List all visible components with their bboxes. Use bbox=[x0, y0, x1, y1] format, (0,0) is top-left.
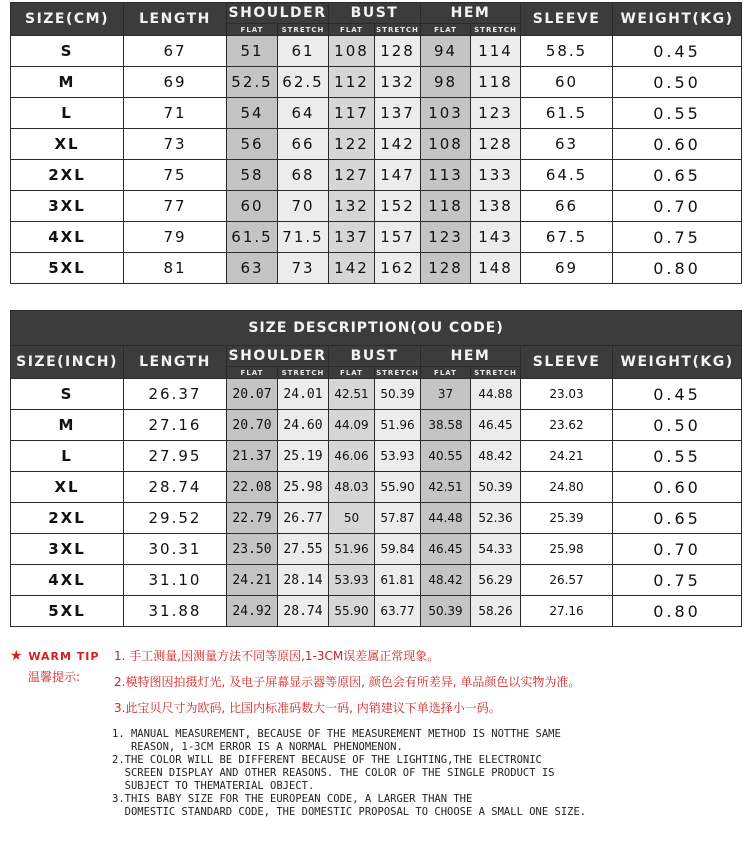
table-row bbox=[11, 472, 742, 503]
bust-flat-cell: 112 bbox=[329, 67, 375, 98]
hem-stretch-cell: 128 bbox=[471, 129, 521, 160]
hem-flat-cell: 108 bbox=[421, 129, 471, 160]
bust-flat-cell: 44.09 bbox=[329, 410, 375, 441]
bust-stretch-cell: 147 bbox=[375, 160, 421, 191]
subheader-flat: FLAT bbox=[421, 367, 471, 379]
bust-stretch-cell: 132 bbox=[375, 67, 421, 98]
bust-flat-cell: 122 bbox=[329, 129, 375, 160]
hem-flat-cell: 98 bbox=[421, 67, 471, 98]
hem-stretch-cell: 54.33 bbox=[471, 534, 521, 565]
size-cell: 2XL bbox=[11, 160, 124, 191]
shoulder-flat-cell: 61.5 bbox=[227, 222, 278, 253]
bust-stretch-cell: 51.96 bbox=[375, 410, 421, 441]
en-tip-item: 2.THE COLOR WILL BE DIFFERENT BECAUSE OF THE LIGHTING,THE ELECTRONIC SCREEN DISPLAY AND OTHER REASONS. THE COLOR OF THE SINGLE PRODUCT IS SUBJECT TO THEMATERIAL OBJECT. bbox=[112, 754, 555, 792]
length-cell: 71 bbox=[124, 98, 227, 129]
bust-stretch-cell: 137 bbox=[375, 98, 421, 129]
table-row bbox=[11, 379, 742, 410]
table-row bbox=[11, 410, 742, 441]
length-cell: 28.74 bbox=[124, 472, 227, 503]
shoulder-stretch-cell: 25.98 bbox=[278, 472, 329, 503]
shoulder-flat-cell: 24.92 bbox=[227, 596, 278, 627]
hem-stretch-cell: 123 bbox=[471, 98, 521, 129]
cn-tip-item: 1. 手工测量,因测量方法不同等原因,1-3CM误差属正常现象。 bbox=[114, 649, 440, 663]
hem-stretch-cell: 52.36 bbox=[471, 503, 521, 534]
hem-stretch-cell: 58.26 bbox=[471, 596, 521, 627]
weight-cell: 0.75 bbox=[613, 565, 742, 596]
header-size: SIZE(CM) bbox=[11, 3, 124, 36]
weight-cell: 0.50 bbox=[613, 67, 742, 98]
size-cell: XL bbox=[11, 472, 124, 503]
shoulder-stretch-cell: 71.5 bbox=[278, 222, 329, 253]
bust-flat-cell: 53.93 bbox=[329, 565, 375, 596]
bust-stretch-cell: 63.77 bbox=[375, 596, 421, 627]
sleeve-cell: 63 bbox=[521, 129, 613, 160]
shoulder-stretch-cell: 27.55 bbox=[278, 534, 329, 565]
hem-stretch-cell: 148 bbox=[471, 253, 521, 284]
sleeve-cell: 58.5 bbox=[521, 36, 613, 67]
size-table-inch bbox=[10, 310, 742, 627]
table-row bbox=[11, 596, 742, 627]
shoulder-stretch-cell: 25.19 bbox=[278, 441, 329, 472]
length-cell: 67 bbox=[124, 36, 227, 67]
bust-stretch-cell: 162 bbox=[375, 253, 421, 284]
shoulder-stretch-cell: 68 bbox=[278, 160, 329, 191]
shoulder-flat-cell: 24.21 bbox=[227, 565, 278, 596]
en-tip-item: 1. MANUAL MEASUREMENT, BECAUSE OF THE MEASUREMENT METHOD IS NOTTHE SAME REASON, 1-3CM ERROR IS A NORMAL PHENOMENON. bbox=[112, 728, 561, 753]
table-row bbox=[11, 36, 742, 67]
shoulder-flat-cell: 20.70 bbox=[227, 410, 278, 441]
hem-stretch-cell: 56.29 bbox=[471, 565, 521, 596]
shoulder-stretch-cell: 24.01 bbox=[278, 379, 329, 410]
sleeve-cell: 23.62 bbox=[521, 410, 613, 441]
subheader-flat: FLAT bbox=[421, 24, 471, 36]
size-description-title: SIZE DESCRIPTION(OU CODE) bbox=[11, 311, 742, 346]
hem-flat-cell: 42.51 bbox=[421, 472, 471, 503]
shoulder-stretch-cell: 28.14 bbox=[278, 565, 329, 596]
subheader-flat: FLAT bbox=[329, 24, 375, 36]
subheader-flat: FLAT bbox=[329, 367, 375, 379]
star-icon: ★ bbox=[10, 648, 24, 664]
length-cell: 26.37 bbox=[124, 379, 227, 410]
header-weight: WEIGHT(KG) bbox=[613, 3, 742, 36]
bust-flat-cell: 117 bbox=[329, 98, 375, 129]
subheader-stretch: STRETCH bbox=[471, 367, 521, 379]
cn-tips-list bbox=[114, 648, 580, 726]
shoulder-stretch-cell: 66 bbox=[278, 129, 329, 160]
length-cell: 27.16 bbox=[124, 410, 227, 441]
bust-stretch-cell: 59.84 bbox=[375, 534, 421, 565]
hem-flat-cell: 40.55 bbox=[421, 441, 471, 472]
length-cell: 81 bbox=[124, 253, 227, 284]
cn-tip-item: 3.此宝贝尺寸为欧码, 比国内标准码数大一码, 内销建议下单选择小一码。 bbox=[114, 701, 501, 715]
bust-flat-cell: 50 bbox=[329, 503, 375, 534]
bust-flat-cell: 132 bbox=[329, 191, 375, 222]
header-hem: HEM bbox=[421, 3, 521, 24]
hem-stretch-cell: 46.45 bbox=[471, 410, 521, 441]
sleeve-cell: 64.5 bbox=[521, 160, 613, 191]
length-cell: 77 bbox=[124, 191, 227, 222]
length-cell: 75 bbox=[124, 160, 227, 191]
sleeve-cell: 25.98 bbox=[521, 534, 613, 565]
hem-flat-cell: 128 bbox=[421, 253, 471, 284]
size-cell: 5XL bbox=[11, 596, 124, 627]
shoulder-stretch-cell: 70 bbox=[278, 191, 329, 222]
weight-cell: 0.45 bbox=[613, 379, 742, 410]
sleeve-cell: 24.80 bbox=[521, 472, 613, 503]
bust-flat-cell: 46.06 bbox=[329, 441, 375, 472]
weight-cell: 0.70 bbox=[613, 191, 742, 222]
size-cell: M bbox=[11, 67, 124, 98]
length-cell: 69 bbox=[124, 67, 227, 98]
shoulder-flat-cell: 51 bbox=[227, 36, 278, 67]
size-table-cm bbox=[10, 2, 742, 284]
length-cell: 27.95 bbox=[124, 441, 227, 472]
size-cell: 4XL bbox=[11, 565, 124, 596]
header-shoulder: SHOULDER bbox=[227, 3, 329, 24]
sleeve-cell: 26.57 bbox=[521, 565, 613, 596]
shoulder-flat-cell: 21.37 bbox=[227, 441, 278, 472]
size-cell: 3XL bbox=[11, 534, 124, 565]
table-row bbox=[11, 129, 742, 160]
weight-cell: 0.45 bbox=[613, 36, 742, 67]
shoulder-stretch-cell: 26.77 bbox=[278, 503, 329, 534]
shoulder-stretch-cell: 64 bbox=[278, 98, 329, 129]
warm-tip-label bbox=[10, 648, 99, 664]
table-row bbox=[11, 565, 742, 596]
sleeve-cell: 24.21 bbox=[521, 441, 613, 472]
header-sleeve: SLEEVE bbox=[521, 3, 613, 36]
bust-stretch-cell: 128 bbox=[375, 36, 421, 67]
sleeve-cell: 69 bbox=[521, 253, 613, 284]
bust-flat-cell: 108 bbox=[329, 36, 375, 67]
hem-flat-cell: 118 bbox=[421, 191, 471, 222]
header-bust: BUST bbox=[329, 346, 421, 367]
hem-flat-cell: 113 bbox=[421, 160, 471, 191]
table-row bbox=[11, 67, 742, 98]
length-cell: 29.52 bbox=[124, 503, 227, 534]
bust-stretch-cell: 157 bbox=[375, 222, 421, 253]
shoulder-stretch-cell: 28.74 bbox=[278, 596, 329, 627]
shoulder-stretch-cell: 61 bbox=[278, 36, 329, 67]
length-cell: 31.10 bbox=[124, 565, 227, 596]
sleeve-cell: 23.03 bbox=[521, 379, 613, 410]
hem-stretch-cell: 118 bbox=[471, 67, 521, 98]
size-cell: 2XL bbox=[11, 503, 124, 534]
length-cell: 73 bbox=[124, 129, 227, 160]
bust-stretch-cell: 50.39 bbox=[375, 379, 421, 410]
bust-stretch-cell: 57.87 bbox=[375, 503, 421, 534]
bust-flat-cell: 42.51 bbox=[329, 379, 375, 410]
weight-cell: 0.75 bbox=[613, 222, 742, 253]
length-cell: 31.88 bbox=[124, 596, 227, 627]
hem-stretch-cell: 143 bbox=[471, 222, 521, 253]
header-hem: HEM bbox=[421, 346, 521, 367]
subheader-stretch: STRETCH bbox=[376, 25, 419, 34]
table-row bbox=[11, 534, 742, 565]
shoulder-flat-cell: 63 bbox=[227, 253, 278, 284]
length-cell: 79 bbox=[124, 222, 227, 253]
hem-flat-cell: 103 bbox=[421, 98, 471, 129]
shoulder-stretch-cell: 62.5 bbox=[278, 67, 329, 98]
table-row bbox=[11, 160, 742, 191]
sleeve-cell: 27.16 bbox=[521, 596, 613, 627]
table-row bbox=[11, 191, 742, 222]
subheader-stretch: STRETCH bbox=[278, 367, 329, 379]
header-size: SIZE(INCH) bbox=[11, 346, 124, 379]
weight-cell: 0.60 bbox=[613, 472, 742, 503]
shoulder-flat-cell: 22.08 bbox=[227, 472, 278, 503]
subheader-flat: FLAT bbox=[227, 24, 278, 36]
size-cell: L bbox=[11, 441, 124, 472]
subheader-stretch: STRETCH bbox=[471, 24, 521, 36]
weight-cell: 0.50 bbox=[613, 410, 742, 441]
hem-flat-cell: 48.42 bbox=[421, 565, 471, 596]
hem-stretch-cell: 114 bbox=[471, 36, 521, 67]
hem-flat-cell: 50.39 bbox=[421, 596, 471, 627]
sleeve-cell: 25.39 bbox=[521, 503, 613, 534]
cn-tip-item: 2.模特图因拍摄灯光, 及电子屏幕显示器等原因, 颜色会有所差异, 单品颜色以实物为准。 bbox=[114, 675, 581, 689]
table-row bbox=[11, 98, 742, 129]
bust-flat-cell: 137 bbox=[329, 222, 375, 253]
sleeve-cell: 61.5 bbox=[521, 98, 613, 129]
header-shoulder: SHOULDER bbox=[227, 346, 329, 367]
size-cell: M bbox=[11, 410, 124, 441]
size-cell: 4XL bbox=[11, 222, 124, 253]
size-cell: S bbox=[11, 36, 124, 67]
weight-cell: 0.60 bbox=[613, 129, 742, 160]
size-cell: 5XL bbox=[11, 253, 124, 284]
hem-flat-cell: 38.58 bbox=[421, 410, 471, 441]
bust-flat-cell: 55.90 bbox=[329, 596, 375, 627]
shoulder-flat-cell: 60 bbox=[227, 191, 278, 222]
shoulder-stretch-cell: 24.60 bbox=[278, 410, 329, 441]
header-sleeve: SLEEVE bbox=[521, 346, 613, 379]
hem-stretch-cell: 138 bbox=[471, 191, 521, 222]
table-row bbox=[11, 253, 742, 284]
sleeve-cell: 67.5 bbox=[521, 222, 613, 253]
hem-stretch-cell: 133 bbox=[471, 160, 521, 191]
hem-stretch-cell: 50.39 bbox=[471, 472, 521, 503]
subheader-stretch: STRETCH bbox=[376, 368, 419, 377]
size-cell: 3XL bbox=[11, 191, 124, 222]
weight-cell: 0.65 bbox=[613, 503, 742, 534]
size-cell: S bbox=[11, 379, 124, 410]
shoulder-stretch-cell: 73 bbox=[278, 253, 329, 284]
header-length: LENGTH bbox=[124, 346, 227, 379]
bust-stretch-cell: 152 bbox=[375, 191, 421, 222]
weight-cell: 0.65 bbox=[613, 160, 742, 191]
header-length: LENGTH bbox=[124, 3, 227, 36]
shoulder-flat-cell: 23.50 bbox=[227, 534, 278, 565]
warm-tip-text: WARM TIP bbox=[28, 650, 100, 663]
header-weight: WEIGHT(KG) bbox=[613, 346, 742, 379]
sleeve-cell: 60 bbox=[521, 67, 613, 98]
weight-cell: 0.55 bbox=[613, 98, 742, 129]
shoulder-flat-cell: 56 bbox=[227, 129, 278, 160]
table-row bbox=[11, 441, 742, 472]
hem-stretch-cell: 44.88 bbox=[471, 379, 521, 410]
warm-tip-cn: 温馨提示: bbox=[28, 670, 81, 684]
length-cell: 30.31 bbox=[124, 534, 227, 565]
hem-flat-cell: 37 bbox=[421, 379, 471, 410]
hem-flat-cell: 46.45 bbox=[421, 534, 471, 565]
en-tip-item: 3.THIS BABY SIZE FOR THE EUROPEAN CODE, A LARGER THAN THE DOMESTIC STANDARD CODE, THE DOMESTIC PROPOSAL TO CHOOSE A SMALL ONE SIZE. bbox=[112, 793, 587, 818]
shoulder-flat-cell: 54 bbox=[227, 98, 278, 129]
bust-flat-cell: 48.03 bbox=[329, 472, 375, 503]
sleeve-cell: 66 bbox=[521, 191, 613, 222]
bust-stretch-cell: 55.90 bbox=[375, 472, 421, 503]
shoulder-flat-cell: 22.79 bbox=[227, 503, 278, 534]
weight-cell: 0.80 bbox=[613, 253, 742, 284]
bust-flat-cell: 51.96 bbox=[329, 534, 375, 565]
hem-stretch-cell: 48.42 bbox=[471, 441, 521, 472]
bust-stretch-cell: 61.81 bbox=[375, 565, 421, 596]
hem-flat-cell: 44.48 bbox=[421, 503, 471, 534]
shoulder-flat-cell: 52.5 bbox=[227, 67, 278, 98]
hem-flat-cell: 123 bbox=[421, 222, 471, 253]
bust-flat-cell: 127 bbox=[329, 160, 375, 191]
table-row bbox=[11, 222, 742, 253]
bust-stretch-cell: 142 bbox=[375, 129, 421, 160]
weight-cell: 0.55 bbox=[613, 441, 742, 472]
table-row bbox=[11, 503, 742, 534]
header-bust: BUST bbox=[329, 3, 421, 24]
weight-cell: 0.70 bbox=[613, 534, 742, 565]
shoulder-flat-cell: 58 bbox=[227, 160, 278, 191]
weight-cell: 0.80 bbox=[613, 596, 742, 627]
subheader-flat: FLAT bbox=[227, 367, 278, 379]
subheader-stretch: STRETCH bbox=[278, 24, 329, 36]
bust-stretch-cell: 53.93 bbox=[375, 441, 421, 472]
hem-flat-cell: 94 bbox=[421, 36, 471, 67]
size-cell: L bbox=[11, 98, 124, 129]
shoulder-flat-cell: 20.07 bbox=[227, 379, 278, 410]
bust-flat-cell: 142 bbox=[329, 253, 375, 284]
size-cell: XL bbox=[11, 129, 124, 160]
en-tips-list bbox=[112, 728, 742, 819]
